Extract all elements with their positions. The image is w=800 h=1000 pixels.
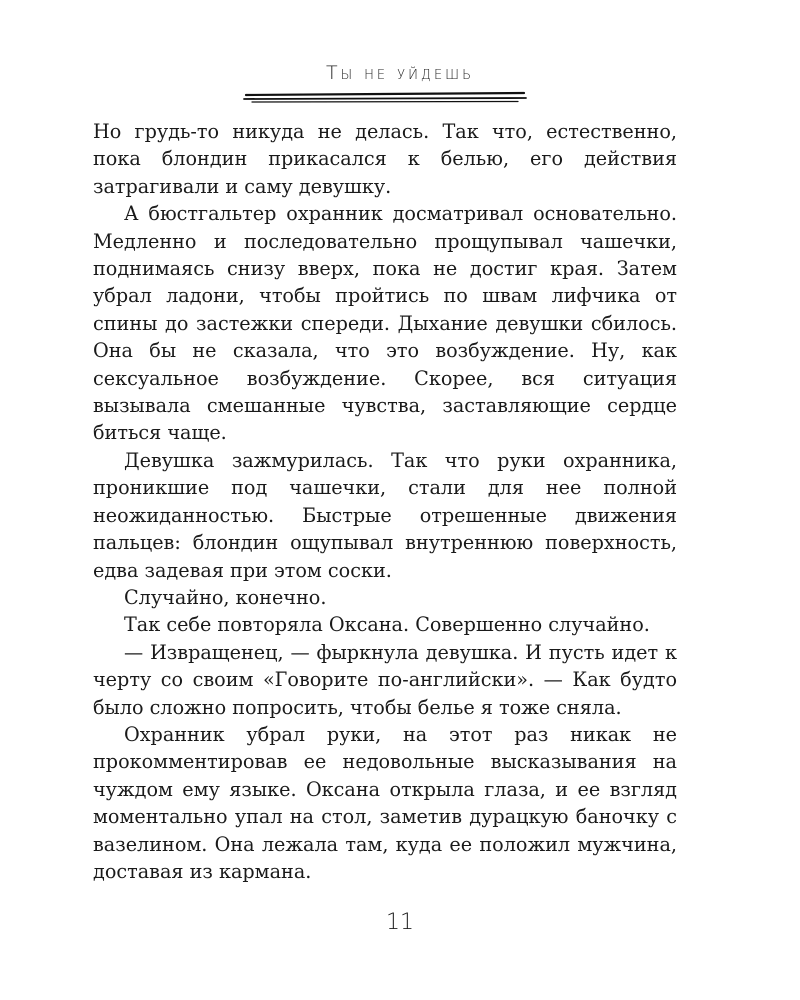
paragraph: Но грудь-то никуда не делась. Так что, естественно, пока блондин прикасался к белью, его действия затрагивали и саму девушку. — [93, 120, 677, 198]
body-text — [93, 118, 677, 885]
page-number: 11 — [386, 910, 414, 935]
running-header — [0, 62, 800, 84]
running-title: Ты не уйдешь — [326, 62, 474, 84]
paragraph: Случайно, конечно. — [124, 585, 327, 609]
paragraph: — Извращенец, — фыркнула девушка. И пусть идет к черту со своим «Говорите по-английски». — Как будто было сложно попросить, чтобы белье я тоже сняла. — [93, 640, 677, 719]
paragraph: Девушка зажмурилась. Так что руки охранника, проникшие под чашечки, стали для нее полной неожиданностью. Быстрые отрешенные движения пальцев: блондин ощупывал внутреннюю поверхность, едва задевая при этом соски. — [93, 448, 677, 582]
header-rule — [240, 88, 530, 106]
paragraph: А бюстгальтер охранник досматривал основательно. Медленно и последовательно прощупывал чашечки, поднимаясь снизу вверх, пока не достиг края. Затем убрал ладони, чтобы пройтись по швам лифчика от спины до застежки спереди. Дыхание девушки сбилось. Она бы не сказала, что это возбуждение. Ну, как сексуальное возбуждение. Скорее, вся ситуация вызывала смешанные чувства, заставляющие сердце биться чаще. — [93, 202, 677, 445]
paragraph: Так себе повторяла Оксана. Совершенно случайно. — [124, 613, 650, 637]
paragraph: Охранник убрал руки, на этот раз никак не прокомментировав ее недовольные высказывания на чуждом ему языке. Оксана открыла глаза, и ее взгляд моментально упал на стол, заметив дурацкую баночку с вазелином. Она лежала там, куда ее положил мужчина, доставая из кармана. — [93, 722, 677, 883]
